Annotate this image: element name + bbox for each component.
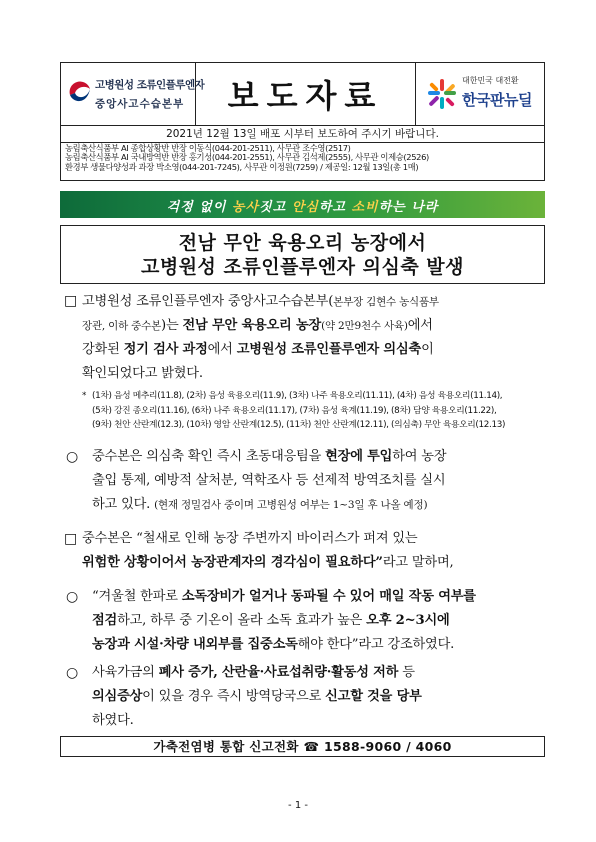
slogan-part: 하고 bbox=[318, 200, 352, 215]
emphasis: 신고할 것을 당부 bbox=[325, 689, 422, 704]
slogan-part: 하는 나라 bbox=[378, 200, 439, 215]
hotline-box: 가축전염병 통합 신고전화 ☎ 1588-9060 / 4060 bbox=[60, 736, 545, 757]
note-line: (1차) 음성 메추리(11.8), (2차) 음성 육용오리(11.9), (3차) 나주 육용오리(11.11), (4차) 음성 육용오리(11.14), bbox=[92, 391, 503, 401]
title-cell bbox=[196, 63, 416, 125]
text: 이 bbox=[421, 342, 434, 357]
contact-line: 농림축산식품부 AI 종합상황반 반장 이동식(044-201-2511), 사무관 조수영(2517) bbox=[65, 143, 351, 153]
text: 등 bbox=[398, 665, 415, 680]
slogan-highlight: 농사 bbox=[231, 200, 260, 215]
government-emblem-icon bbox=[67, 77, 93, 111]
response-paragraph bbox=[92, 445, 552, 517]
brand-name: 한국판뉴딜 bbox=[462, 91, 532, 109]
text: 에서 bbox=[207, 342, 237, 357]
emphasis: 전남 무안 육용오리 농장 bbox=[182, 318, 322, 333]
emphasis: 의심증상 bbox=[92, 689, 143, 704]
text: 하였다. bbox=[92, 713, 134, 728]
note-line: (9차) 천안 산란계(12.3), (10차) 영암 산란계(12.5), (11차) 천안 산란계(12.11), (의심축) 무안 육용오리(12.13) bbox=[92, 420, 506, 430]
brand-cell bbox=[416, 63, 544, 125]
circle-bullet: ○ bbox=[66, 665, 79, 681]
page-number: - 1 - bbox=[288, 800, 308, 811]
text: 장관, 이하 중수본 bbox=[82, 320, 162, 332]
slogan-highlight: 소비 bbox=[351, 200, 379, 215]
text: 사육가금의 bbox=[92, 665, 159, 680]
contacts-box bbox=[60, 143, 545, 181]
circle-bullet: ○ bbox=[66, 449, 79, 465]
emphasis: 현장에 투입 bbox=[325, 449, 393, 464]
outbreak-history-note bbox=[92, 389, 505, 433]
text: 하고, 하루 중 기온이 올라 소독 효과가 높은 bbox=[117, 613, 367, 628]
text: 하고 있다. bbox=[92, 497, 155, 512]
text: 에서 bbox=[407, 318, 433, 333]
text: (약 2만9천수 사육) bbox=[321, 320, 408, 332]
section2-paragraph bbox=[82, 527, 552, 575]
org-name-line1: 고병원성 조류인플루엔자 bbox=[95, 79, 205, 91]
text: 강화된 bbox=[82, 342, 124, 357]
emphasis: 폐사 증가, 산란율·사료섭취량·활동성 저하 bbox=[158, 665, 399, 680]
text: (현재 정밀검사 중이며 고병원성 여부는 1~3일 후 나올 예정) bbox=[154, 499, 428, 511]
section1-paragraph bbox=[82, 290, 552, 386]
text: 출입 통제, 예방적 살처분, 역학조사 등 선제적 방역조치를 실시 bbox=[92, 473, 446, 488]
text: 중수본은 “철새로 인해 농장 주변까지 바이러스가 퍼져 있는 bbox=[82, 531, 418, 546]
emphasis: 농장과 시설·차량 내외부를 집중소독 bbox=[92, 637, 298, 652]
text: )는 bbox=[161, 318, 183, 333]
text: 하여 농장 bbox=[392, 449, 447, 464]
headline-box bbox=[60, 225, 545, 284]
slogan-part: 걱정 없이 bbox=[166, 200, 232, 215]
slogan-highlight: 안심 bbox=[291, 200, 319, 215]
text: 중수본은 의심축 확인 즉시 초동대응팀을 bbox=[92, 449, 326, 464]
reporting-paragraph bbox=[92, 661, 552, 733]
disinfection-paragraph bbox=[92, 585, 552, 657]
square-bullet: □ bbox=[64, 531, 78, 547]
emphasis: 정기 검사 과정 bbox=[123, 342, 208, 357]
headline-line1: 전남 무안 육용오리 농장에서 bbox=[178, 232, 427, 254]
note-line: (5차) 강진 종오리(11.16), (6차) 나주 육용오리(11.17), (7차) 음성 육계(11.19), (8차) 담양 육용오리(11.22), bbox=[92, 405, 497, 416]
text: 본부장 김현수 농식품부 bbox=[333, 296, 439, 308]
emphasis: 오후 2~3시에 bbox=[366, 613, 450, 628]
text: 이 있을 경우 즉시 방역당국으로 bbox=[142, 689, 326, 704]
square-bullet: □ bbox=[64, 293, 78, 309]
text: 해야 한다”라고 강조하였다. bbox=[297, 637, 455, 652]
org-name-line2: 중앙사고수습본부 bbox=[95, 98, 185, 110]
contact-line: 환경부 생물다양성과 과장 박소영(044-201-7245), 사무관 이정원(7259) / 제공일: 12월 13일(총 1매) bbox=[65, 161, 419, 172]
press-header bbox=[60, 62, 545, 126]
text: 고병원성 조류인플루엔자 중앙사고수습본부( bbox=[82, 294, 334, 309]
text: 라고 말하며, bbox=[382, 555, 454, 570]
footnote-star: * bbox=[82, 391, 87, 401]
slogan-text bbox=[60, 196, 545, 215]
text: 확인되었다고 밝혔다. bbox=[82, 366, 203, 381]
text: “겨울철 한파로 bbox=[92, 589, 182, 604]
release-note: 2021년 12월 13일 배포 시부터 보도하여 주시기 바랍니다. bbox=[60, 126, 545, 143]
circle-bullet: ○ bbox=[66, 589, 79, 605]
org-cell bbox=[61, 63, 205, 125]
headline-line2: 고병원성 조류인플루엔자 의심축 발생 bbox=[140, 256, 464, 278]
press-release-title: 보도자료 bbox=[227, 77, 384, 115]
slogan-banner bbox=[60, 191, 545, 218]
emphasis: 소독장비가 얼거나 동파될 수 있어 매일 작동 여부를 bbox=[181, 589, 476, 604]
emphasis: 고병원성 조류인플루엔자 의심축 bbox=[236, 342, 422, 357]
korean-new-deal-logo-icon bbox=[426, 77, 458, 111]
contact-line: 농림축산식품부 AI 국내방역반 반장 홍기성(044-201-2551), 사무관 김석제(2555), 사무관 이제승(2526) bbox=[65, 152, 429, 163]
slogan-part: 짓고 bbox=[259, 200, 292, 215]
brand-slogan: 대한민국 대전환 bbox=[462, 76, 519, 85]
emphasis: 점검 bbox=[92, 613, 118, 628]
emphasis: 위험한 상황이어서 농장관계자의 경각심이 필요하다” bbox=[82, 555, 383, 570]
